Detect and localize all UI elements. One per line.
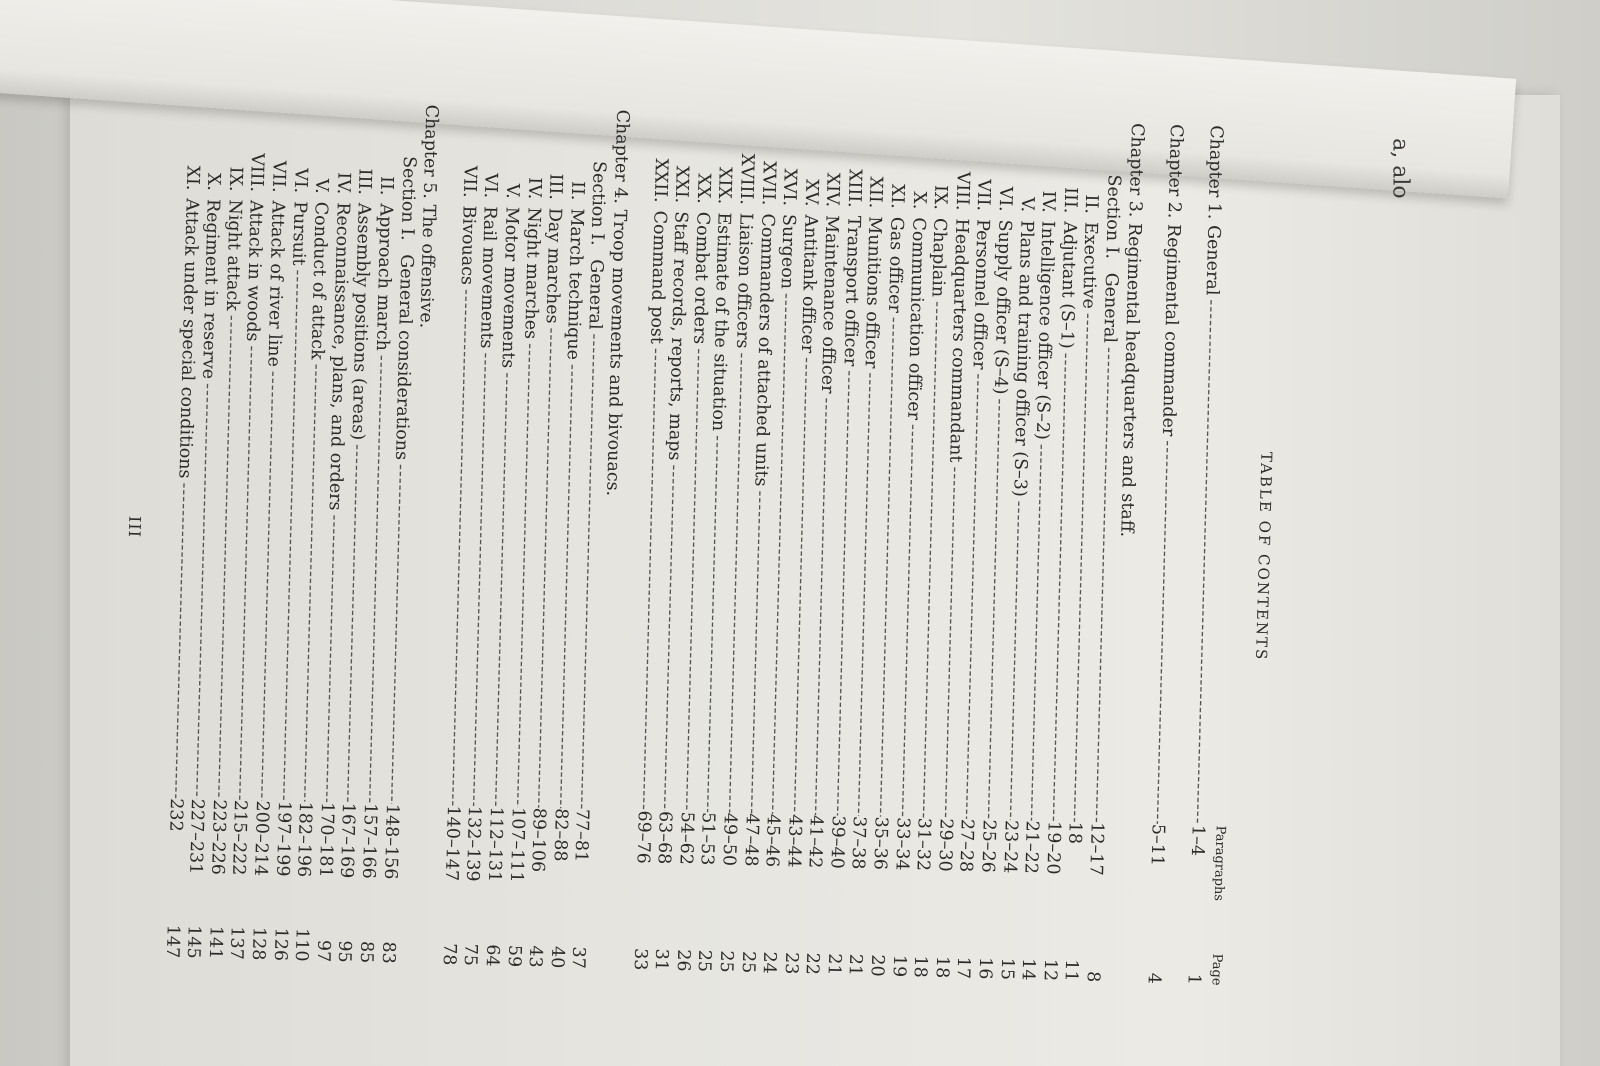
entry-title: Attack in woods [242,199,267,342]
page-number: 25 [737,950,758,974]
section-number: VI. [994,186,1016,212]
paragraph-range: 5–11 [1146,823,1168,867]
page-number: 24 [758,951,780,975]
entry-title: Conduct of attack [306,201,331,360]
entry-title: Rail movements [476,205,501,349]
page-number: 1 [1183,973,1204,986]
page-number: 59 [503,944,524,968]
entry-title: Night marches [519,207,544,340]
paragraph-range: 232 [164,797,186,832]
entry-title: Supply officer (S–4) [989,219,1015,395]
page-number: 22 [801,952,823,976]
section-number: XVIII. [735,153,758,206]
page-number: 21 [823,952,845,976]
chapter-word: Chapter [1124,122,1147,196]
paragraph-range [405,804,408,914]
page-number [595,919,596,969]
chapter-word: Chapter [419,104,442,177]
section-number: IV. [523,177,545,200]
section-number: XIII. [843,168,865,208]
section-number: V. [311,178,332,195]
chapter-number: 2. [1163,201,1185,219]
table-of-contents [112,97,1285,987]
section-number: II. [375,175,397,196]
paragraph-range: 18 [1064,821,1086,845]
page-number: 33 [629,947,650,971]
entry-title: Headquarters commandant [944,218,972,463]
paragraph-range: 167–169 [336,802,359,879]
paragraph-range: 27–28 [955,818,978,873]
entry-title: Regimental commander [1158,223,1184,437]
paragraph-range: 215–222 [228,799,251,876]
section-number: II. [566,180,588,201]
section-number: XVII. [757,160,779,206]
paragraphs-header: Paragraphs [1211,825,1229,902]
entry-title: Assembly positions (areas) [347,202,375,441]
page-number: 85 [355,940,377,964]
section-number: XV. [800,178,822,207]
section-number: IV. [1037,190,1059,214]
paragraph-range: 107–111 [505,806,528,883]
page-number: 141 [204,925,226,960]
entry-title: Intelligence officer (S–2) [1031,220,1058,441]
page-number: 18 [931,955,953,979]
paragraph-range [596,809,599,919]
section-number: V. [501,183,523,200]
section-number: XVI. [778,168,800,207]
paragraph-range: 45–46 [761,813,783,868]
paragraph-range: 200–214 [250,800,273,877]
page-number: 37 [568,946,589,970]
paragraph-range: 148–156 [379,803,402,880]
entry-title: Munitions officer [861,216,886,369]
entry-title: Staff records, reports, maps [664,210,691,461]
entry-title: Personnel officer [969,218,993,370]
section-number: IV. [332,172,354,195]
toc-entries [160,98,1226,985]
section-number: XI. [181,165,203,191]
page-number: 12 [1039,958,1060,982]
paragraph-range: 227–231 [185,798,208,875]
section-number: III. [545,173,566,201]
paragraph-range: 19–20 [1042,820,1064,875]
paragraph-range: 82–88 [549,808,571,862]
paragraph-range: 112–131 [483,806,506,883]
section-number: VII. [268,160,289,193]
paragraph-range: 31–32 [912,817,935,872]
entry-title: Attack under special conditions [174,198,202,479]
section-number: IX. [224,166,246,192]
page-number: 147 [161,924,183,959]
page-number: 17 [953,956,974,980]
page-number: 43 [524,945,546,968]
entry-title: Antitank officer [796,214,821,354]
page-number: 23 [780,951,801,975]
page-number: 11 [1060,959,1082,982]
paragraph-range: 89–106 [527,807,550,873]
page-number [404,914,405,964]
page-number: 25 [694,949,715,973]
page-number: 78 [438,942,460,966]
entry-title: Attack of river line [263,200,288,368]
entry-title: Regiment in reserve [198,198,224,380]
entry-title: General [584,258,607,330]
paragraph-range: 43–44 [783,814,805,868]
paragraph-range: 170–181 [314,801,337,878]
entry-title: March technique [562,208,587,361]
paragraph-range: 25–26 [977,819,999,874]
paragraph-range: 182–196 [293,801,316,878]
section-number: XI. [886,183,908,210]
page-number: 137 [226,926,248,961]
paragraph-range: 54–62 [675,811,697,866]
entry-title: Day marches [541,207,565,324]
chapter-number: 1. [1203,202,1224,220]
paragraph-range: 77–81 [570,808,593,863]
paragraph-range: 69–76 [632,810,654,864]
entry-title: Command post [645,210,670,345]
section-number: Section I. [1101,174,1124,260]
paragraph-range: 140–147 [440,805,463,882]
paragraph-range: 63–68 [653,810,676,865]
facing-page-text-fragment: a, alo [1386,138,1412,199]
entry-title: Transport officer [839,215,864,367]
entry-title: Executive [1078,221,1101,310]
entry-title: Troop movements and bivouacs. [602,209,630,497]
page-number: 21 [845,953,866,977]
entry-title: Reconnaissance, plans, and orders [324,202,353,511]
section-number: XII. [865,176,887,209]
section-number: III. [1059,186,1081,214]
section-number: VIII. [951,171,973,211]
page-number: 19 [888,954,909,978]
entry-title: General considerations [390,253,416,461]
paragraph-range: 49–50 [718,812,740,867]
page-number: 145 [183,925,205,959]
section-number: V. [1016,196,1037,213]
page-number: 83 [377,941,398,965]
entry-title: Adjutant (S–1) [1055,221,1080,350]
entry-title: Approach march [371,203,396,352]
section-number: VIII. [246,152,268,193]
paragraph-range: 29–30 [934,818,956,872]
entry-title: Motor movements [497,206,522,369]
section-number: Section I. [396,155,419,241]
entry-title: Commanders of attached units [749,213,778,487]
section-number: IX. [929,184,951,211]
paragraph-range: 12–17 [1085,822,1107,876]
toc-rotated-block [113,97,1285,987]
page-number: 64 [481,943,503,967]
entry-title: General [1201,224,1224,296]
page-number [1109,933,1110,983]
page-number: 75 [460,943,481,967]
page-number: 40 [546,945,568,969]
paragraph-range: 51–53 [696,811,719,866]
page-folio: III [124,515,145,539]
entry-title: Estimate of the situation [708,212,734,432]
entry-title: Regimental headquarters and staff. [1115,222,1145,538]
section-number: II. [1081,194,1102,215]
chapter-word: Chapter [610,109,633,182]
entry-title: The offensive. [415,204,439,329]
paragraph-range: 39–40 [826,815,848,870]
entry-title: Liaison officers [731,212,756,349]
section-number: VI. [289,167,311,194]
paragraph-range: 23–24 [999,819,1021,874]
section-number: X. [203,172,224,192]
chapter-number: 3. [1124,200,1145,218]
section-number: XXI. [670,165,692,204]
section-number: XIX. [714,166,736,205]
page-number: 16 [974,956,996,980]
section-number: XIV. [822,172,843,208]
page-number: 126 [269,927,291,962]
section-number: Section I. [587,160,610,246]
paragraph-range: 223–226 [206,799,229,876]
entry-title: Maintenance officer [817,214,842,394]
entry-title: Surgeon [776,213,799,290]
entry-title: General [1099,272,1122,344]
section-number: XXII. [649,158,671,203]
page-number: 95 [334,940,355,963]
paragraph-range: 47–48 [739,813,762,867]
paragraph-range: 157–166 [358,803,381,880]
entry-title: Night attack [221,199,245,312]
chapter-word: Chapter [1203,124,1226,198]
page-number: 31 [650,948,672,972]
entry-title: Pursuit [287,200,310,266]
page-number: 14 [1017,958,1039,981]
paragraph-range [1110,823,1113,933]
toc-title: TABLE OF CONTENTS [1252,451,1276,662]
paragraph-range: 37–38 [847,815,870,870]
page-number: 8 [1082,970,1103,983]
page-number: 20 [866,954,888,977]
paragraph-range: 132–139 [462,805,485,882]
entry-title: Gas officer [884,216,907,314]
page-number: 128 [247,926,269,961]
entry-title: Combat orders [688,211,713,345]
section-number: X. [908,191,929,210]
section-number: XX. [692,173,714,205]
page-number: 110 [291,927,312,962]
section-number: VII. [458,165,480,198]
entry-title: Bivouacs [456,205,479,286]
section-number: VII. [973,178,994,212]
paragraph-range: 35–36 [869,816,891,871]
page-number: 4 [1143,972,1165,985]
entry-title: Plans and training officer (S–3) [1008,219,1037,498]
page-number: 97 [312,939,334,963]
page-number: 25 [715,950,737,973]
page-number: 26 [672,948,694,972]
page-header: Page [1208,953,1225,986]
entry-title: Communication officer [902,217,929,421]
chapter-word: Chapter [1164,123,1187,197]
paragraph-range: 33–34 [891,816,913,871]
page-number: 15 [996,957,1017,981]
chapter-number: 5. [419,182,440,200]
section-number: VI. [480,172,501,199]
paragraph-range: 41–42 [804,814,827,869]
entry-title: Chaplain [927,217,950,298]
paragraph-range: 21–22 [1020,820,1043,875]
chapter-number: 4. [609,186,631,205]
page-number: 18 [909,955,931,978]
section-number: III. [354,168,376,196]
paragraph-range: 197–199 [271,800,294,877]
paragraph-range: 1–4 [1186,824,1208,857]
